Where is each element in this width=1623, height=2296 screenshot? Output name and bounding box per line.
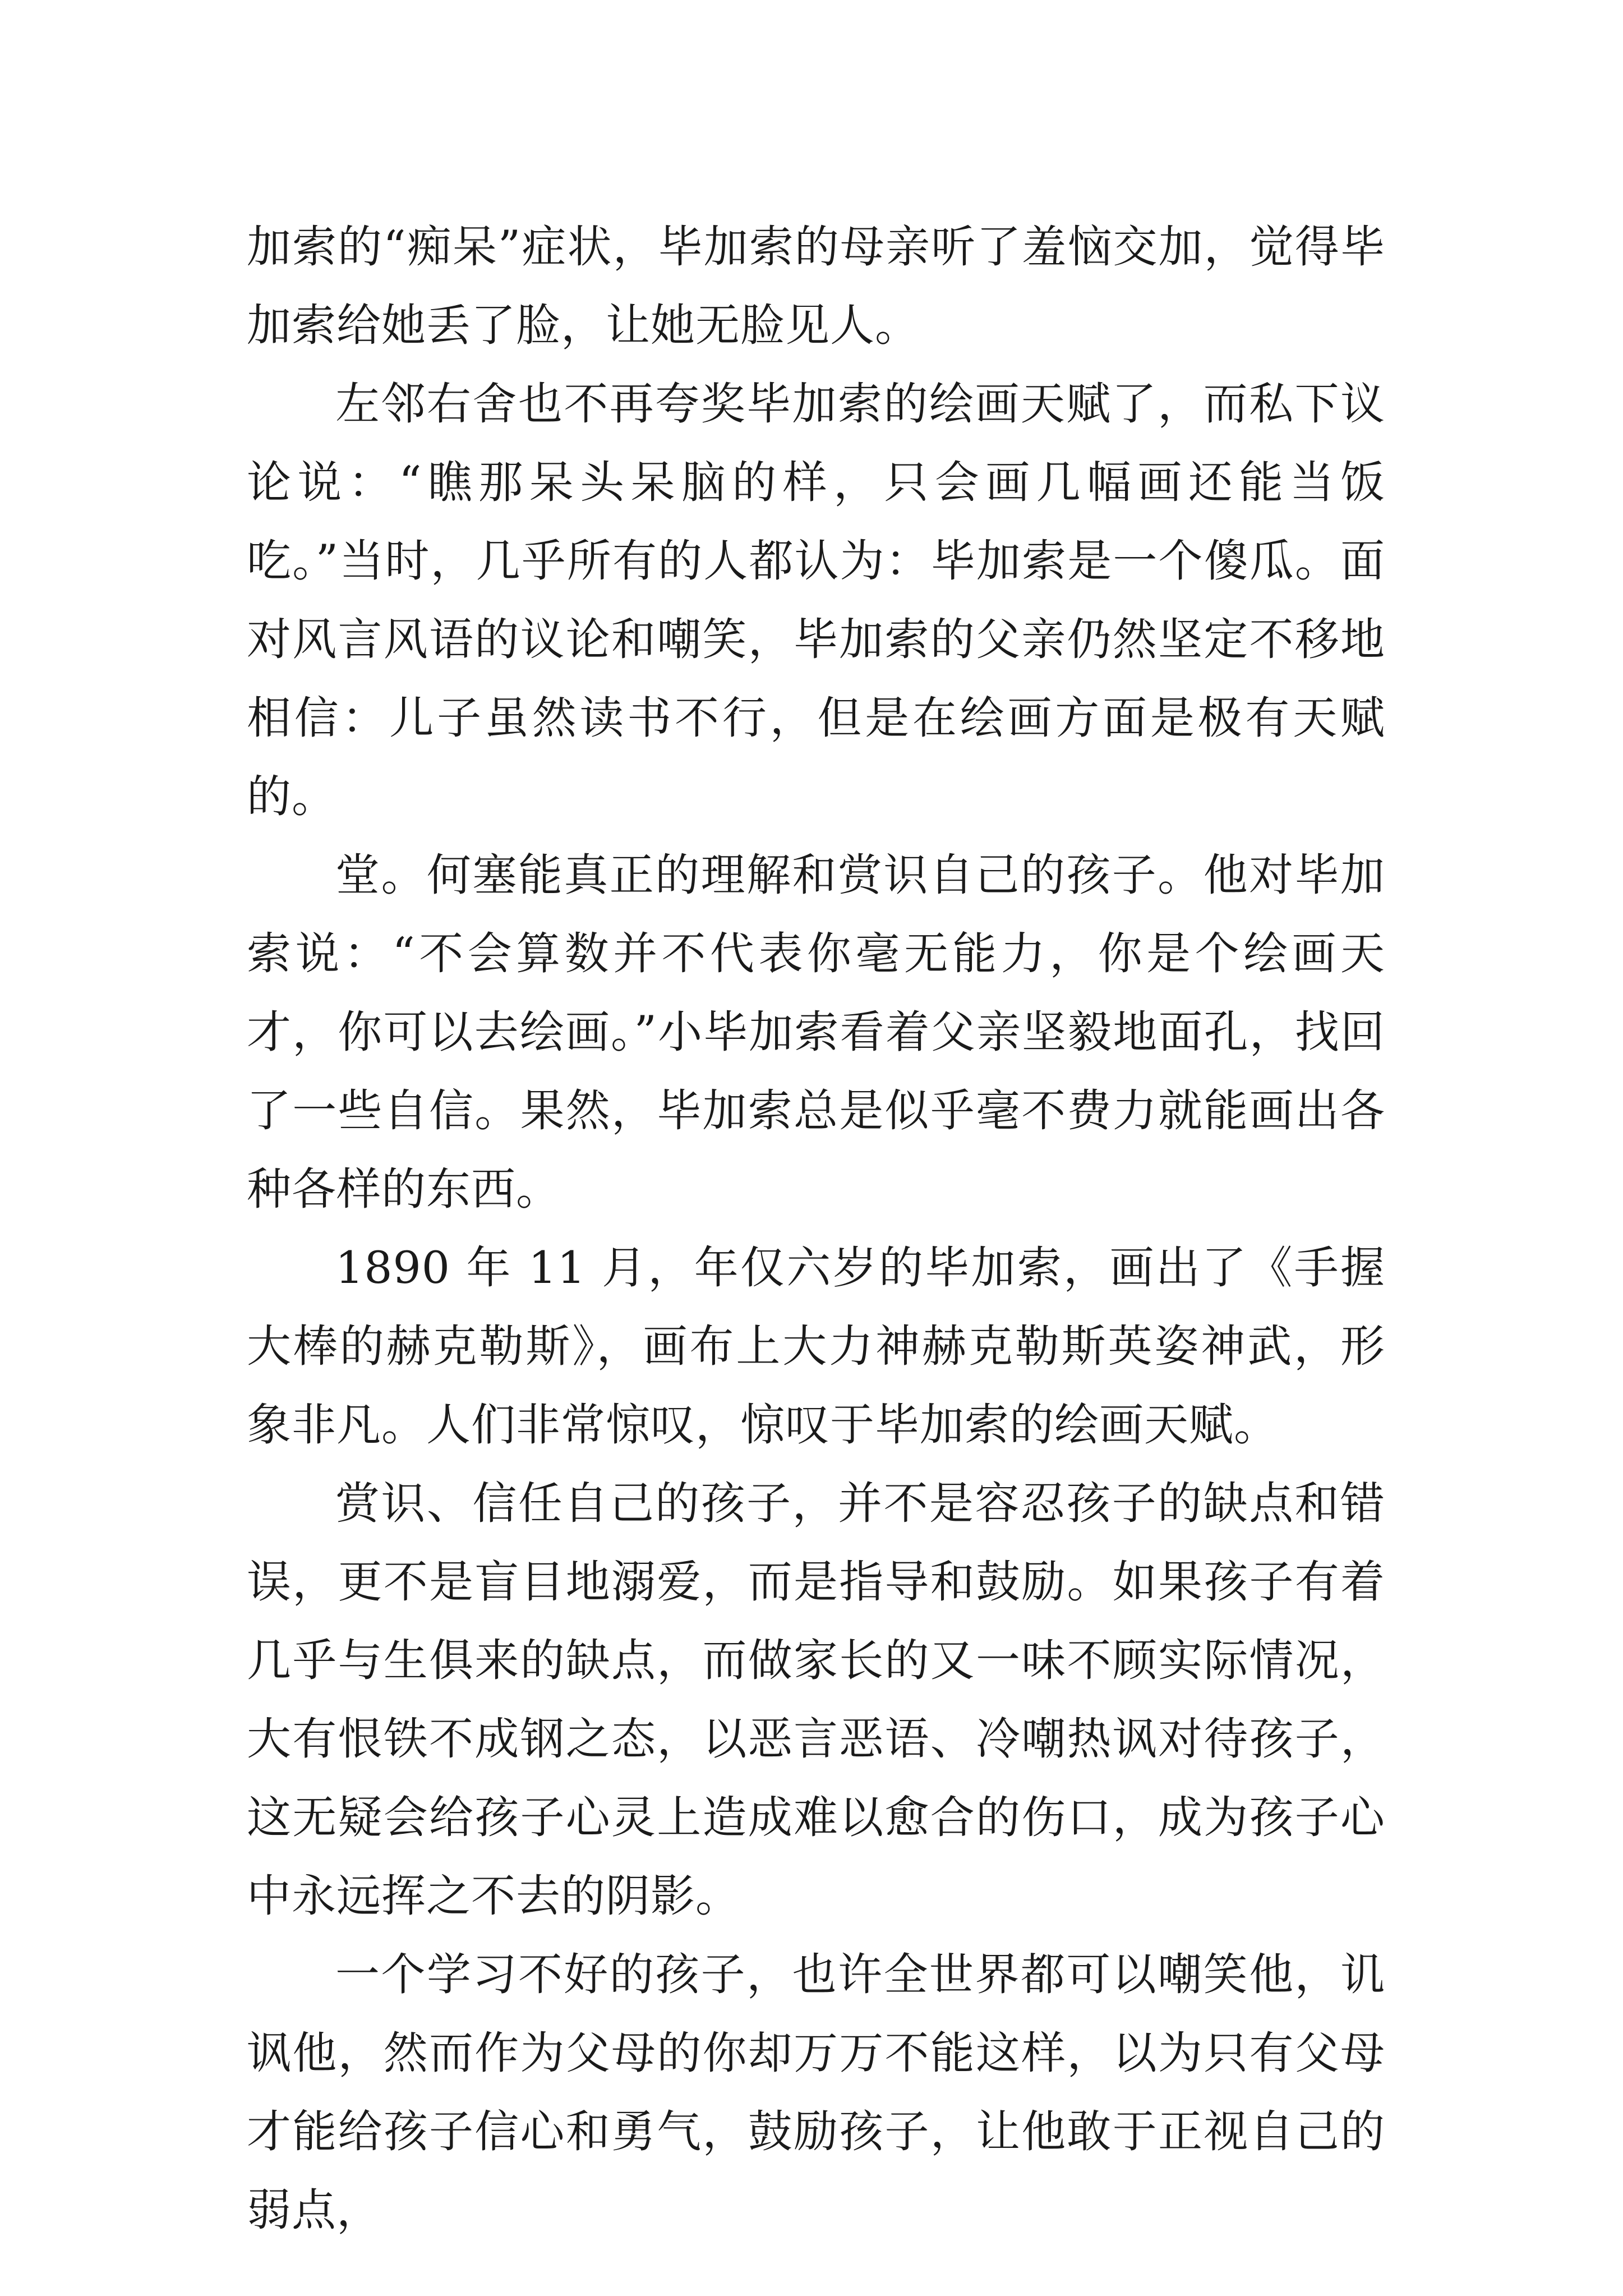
paragraph-continued: 加索的“痴呆”症状，毕加索的母亲听了羞恼交加，觉得毕加索给她丢了脸，让她无脸见人。: [247, 221, 1385, 351]
paragraph: 左邻右舍也不再夸奖毕加索的绘画天赋了，而私下议论说：“瞧那呆头呆脑的样，只会画几幅画还能当饭吃。”当时，几乎所有的人都认为：毕加索是一个傻瓜。面对风言风语的议论和嘲笑，毕加索的父亲仍然坚定不移地相信：儿子虽然读书不行，但是在绘画方面是极有天赋的。: [247, 378, 1385, 822]
document-body: [247, 208, 1385, 2249]
paragraph: 赏识、信任自己的孩子，并不是容忍孩子的缺点和错误，更不是盲目地溺爱，而是指导和鼓励。如果孩子有着几乎与生俱来的缺点，而做家长的又一味不顾实际情况，大有恨铁不成钢之态，以恶言恶语、冷嘲热讽对待孩子，这无疑会给孩子心灵上造成难以愈合的伤口，成为孩子心中永远挥之不去的阴影。: [247, 1478, 1385, 1922]
paragraph: 一个学习不好的孩子，也许全世界都可以嘲笑他，讥讽他，然而作为父母的你却万万不能这样，以为只有父母才能给孩子信心和勇气，鼓励孩子，让他敢于正视自己的弱点，: [247, 1949, 1385, 2236]
paragraph: 1890 年 11 月，年仅六岁的毕加索，画出了《手握大棒的赫克勒斯》，画布上大力神赫克勒斯英姿神武，形象非凡。人们非常惊叹，惊叹于毕加索的绘画天赋。: [247, 1242, 1385, 1451]
paragraph: 堂。何塞能真正的理解和赏识自己的孩子。他对毕加索说：“不会算数并不代表你毫无能力，你是个绘画天才，你可以去绘画。”小毕加索看着父亲坚毅地面孔，找回了一些自信。果然，毕加索总是似乎毫不费力就能画出各种各样的东西。: [247, 849, 1385, 1215]
